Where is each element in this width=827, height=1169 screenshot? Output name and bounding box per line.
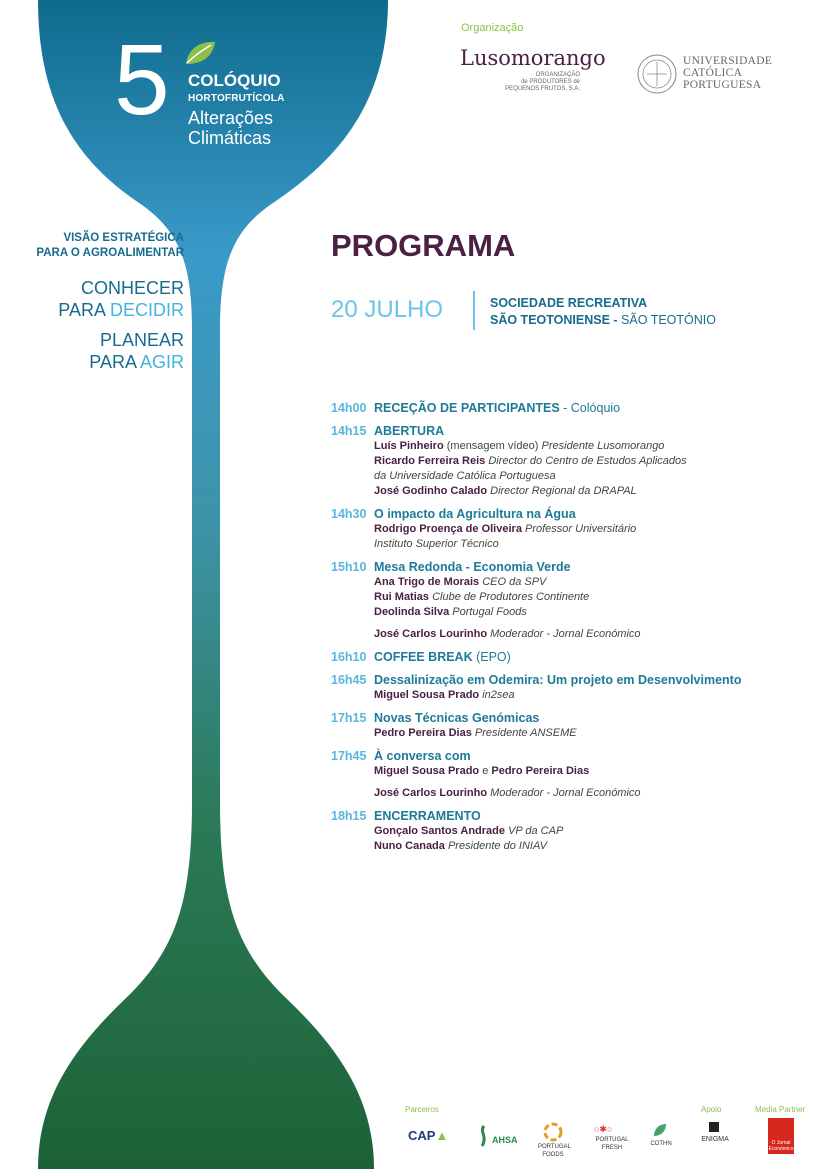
cothn-logo: COTHN [650,1141,672,1147]
speaker-name: Rodrigo Proença de Oliveira [374,523,522,535]
speaker-role: Presidente Lusomorango [541,440,665,452]
speaker-name: Nuno Canada [374,840,445,852]
schedule-item [331,748,801,801]
speaker-line [374,627,801,642]
speaker-role: Professor Universitário [521,523,637,535]
schedule-title: À conversa com [374,749,471,763]
schedule-item [331,672,801,703]
schedule-item [331,559,801,642]
portugal-foods-logo: PORTUGAL FOODS [538,1144,571,1158]
speaker-line [374,522,801,537]
speaker-name: Miguel Sousa Prado [374,689,480,701]
speaker-line [374,575,801,590]
schedule-time: 16h45 [331,673,367,687]
schedule-headline [331,808,801,824]
speaker-role: Presidente ANSEME [471,727,577,739]
ucp-seal-icon [637,54,677,94]
speaker-extra: (mensagem vídeo) [443,440,542,452]
schedule-headline [331,559,801,575]
speaker-role: Instituto Superior Técnico [374,538,499,550]
schedule-title: ABERTURA [374,424,445,438]
portugal-fresh-logo: PORTUGAL FRESH [595,1137,629,1151]
speaker-name: Pedro Pereira Dias [374,727,472,739]
venue-line1: SOCIEDADE RECREATIVA [490,296,648,310]
schedule-time: 16h10 [331,650,367,664]
schedule-time: 14h00 [331,401,367,415]
cap-logo: CAP▲ [408,1128,449,1143]
speaker-role: Portugal Foods [449,606,527,618]
speaker-name: Rui Matias [374,591,430,603]
schedule-title: COFFEE BREAK [374,650,473,664]
ahsa-logo-text: AHSA [492,1135,518,1145]
speaker-name: Ricardo Ferreira Reis [374,455,486,467]
speaker-name: José Carlos Lourinho [374,787,488,799]
speaker-line [374,605,801,620]
divider [473,291,475,330]
partners-label: Parceiros [405,1105,439,1114]
speaker-line [374,484,801,499]
speaker-line [374,688,801,703]
schedule-note: (EPO) [472,650,511,664]
event-number: 5 [114,24,170,136]
schedule-note: - Colóquio [559,401,621,415]
speaker-line [374,469,801,484]
speaker-name: José Carlos Lourinho [374,628,488,640]
schedule-headline [331,423,801,439]
speaker-name: Miguel Sousa Prado [374,765,480,777]
schedule-headline [331,748,801,764]
portugal-fresh-icon: ○✱○ [594,1124,613,1134]
schedule-headline [331,400,801,416]
tagline-visao-line2: PARA O AGROALIMENTAR [36,247,184,259]
schedule-item [331,710,801,741]
speaker-name: José Godinho Calado [374,485,488,497]
speaker-role: Director do Centro de Estudos Aplicados [485,455,687,467]
speaker-role: Moderador - Jornal Económico [487,628,641,640]
schedule [331,400,801,861]
schedule-item [331,506,801,552]
schedule-title: Novas Técnicas Genómicas [374,711,540,725]
speaker-role: Moderador - Jornal Económico [487,787,641,799]
enigma-logo: ENIGMA [701,1136,729,1143]
tagline-conhecer: CONHECER [80,278,184,298]
speaker-line [374,764,801,779]
schedule-item [331,808,801,854]
speaker-role: Director Regional da DRAPAL [487,485,637,497]
lusomorango-subtitle: ORGANIZAÇÃO de PRODUTORES de PEQUENOS FRUTOS, S.A. [505,72,580,92]
speaker-extra: e [479,765,492,777]
schedule-item [331,649,801,665]
speaker-role: Clube de Produtores Continente [429,591,590,603]
schedule-headline [331,672,801,688]
schedule-time: 18h15 [331,809,367,823]
event-theme-line2: Climáticas [188,128,272,148]
speaker-line [374,824,801,839]
event-name: COLÓQUIO [188,71,281,90]
speaker-line [374,439,801,454]
speaker-role: in2sea [479,689,515,701]
speaker-name: Gonçalo Santos Andrade [374,825,506,837]
schedule-time: 15h10 [331,560,367,574]
schedule-title: ENCERRAMENTO [374,809,481,823]
tagline-visao-line1: VISÃO ESTRATÉGICA [63,232,184,244]
schedule-title: O impacto da Agricultura na Água [374,507,576,521]
speaker-line [374,590,801,605]
tagline-planear: PLANEAR [99,330,184,350]
schedule-title: Mesa Redonda - Economia Verde [374,560,571,574]
program-date: 20 JULHO [331,296,444,323]
schedule-time: 14h30 [331,507,367,521]
schedule-time: 17h15 [331,711,367,725]
lusomorango-logo: Lusomorango [460,46,606,70]
program-title: PROGRAMA [331,228,516,263]
event-theme-line1: Alterações [188,108,274,128]
speaker-role: CEO da SPV [479,576,547,588]
speaker-line [374,786,801,801]
schedule-title: RECEÇÃO DE PARTICIPANTES [374,401,560,415]
speaker-name: Ana Trigo de Morais [374,576,480,588]
speaker-name: Luís Pinheiro [374,440,444,452]
jornal-economico-logo: O Jornal Económico [768,1118,794,1154]
ahsa-logo [476,1124,492,1153]
spacer [331,779,801,786]
speaker-role: Presidente do INIAV [444,840,548,852]
organization-label: Organização [461,22,524,34]
leaf-icon [183,40,217,66]
speaker-line [374,726,801,741]
speaker-name: Pedro Pereira Dias [491,765,590,777]
tagline-para-decidir: PARA DECIDIR [58,300,184,320]
support-label: Apoio [701,1105,722,1114]
speaker-line [374,537,801,552]
ucp-logo-text: UNIVERSIDADE CATÓLICA PORTUGUESA [683,55,773,91]
spacer [331,620,801,627]
schedule-time: 17h45 [331,749,367,763]
schedule-item [331,400,801,416]
event-subtitle: HORTOFRUTÍCOLA [188,93,285,104]
speaker-name: Deolinda Silva [374,606,450,618]
schedule-headline [331,649,801,665]
schedule-title: Dessalinização em Odemira: Um projeto em Desenvolvimento [374,673,742,687]
schedule-headline [331,506,801,522]
speaker-line [374,454,801,469]
enigma-icon [709,1122,719,1132]
media-partner-label: Media Partner [755,1105,806,1114]
schedule-item [331,423,801,499]
venue-line2: SÃO TEOTONIENSE - SÃO TEOTÓNIO [490,313,716,327]
schedule-time: 14h15 [331,424,367,438]
speaker-role: da Universidade Católica Portuguesa [374,470,556,482]
speaker-line [374,839,801,854]
tagline-para-agir: PARA AGIR [89,352,184,372]
schedule-headline [331,710,801,726]
speaker-role: VP da CAP [505,825,564,837]
